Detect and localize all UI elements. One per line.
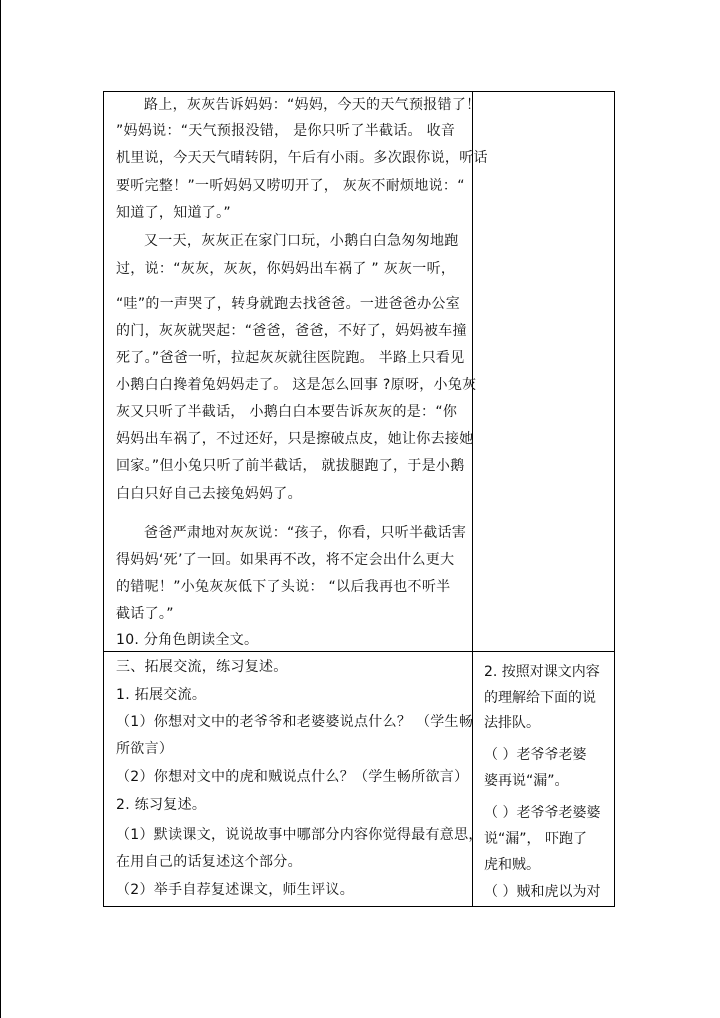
activity-line: 的理解给下面的说 xyxy=(484,690,596,706)
activity-line: 说“漏”， 吓跑了 xyxy=(484,831,587,847)
story-line: 灰又只听了半截话， 小鹅白白本要告诉灰灰的是：“你 xyxy=(116,404,458,420)
section-item-2: 2. 练习复述。 xyxy=(116,797,207,813)
story-line: 路上，灰灰告诉妈妈：“妈妈，今天的天气预报错了！ xyxy=(144,97,481,113)
page-left-edge xyxy=(0,0,1,1018)
story-line: 白白只好自己去接兔妈妈了。 xyxy=(116,486,302,502)
story-line: 机里说，今天天气晴转阴，午后有小雨。多次跟你说，听话 xyxy=(116,150,488,166)
section-heading: 三、拓展交流，练习复述。 xyxy=(116,659,288,675)
activity-line: 法排队。 xyxy=(484,715,540,731)
table-border-bottom xyxy=(103,906,615,907)
activity-line: 2. 按照对课文内容 xyxy=(484,664,600,680)
story-line: 过，说：“灰灰，灰灰，你妈妈出车祸了 ” 灰灰一听， xyxy=(116,261,456,277)
question-2: （2）你想对文中的虎和贼说点什么？（学生畅所欲言） xyxy=(116,769,469,785)
activity-line: 虎和贼。 xyxy=(484,857,540,873)
table-border-right xyxy=(614,91,615,907)
story-line: 得妈妈‘死’了一回。如果再不改，将不定会出什么更大 xyxy=(116,552,455,568)
question-1-line-2: 所欲言） xyxy=(116,741,174,757)
section-item-1: 1. 拓展交流。 xyxy=(116,687,207,703)
story-line: 妈妈出车祸了，不过还好，只是擦破点皮，她让你去接她 xyxy=(116,431,474,447)
question-1-line-1: （1）你想对文中的老爷爷和老婆婆说点什么？ （学生畅 xyxy=(116,714,474,730)
step-10: 10. 分角色朗读全文。 xyxy=(116,632,259,648)
table-border-top xyxy=(103,91,615,92)
row-divider xyxy=(103,651,615,652)
story-line: 回家。”但小兔只听了前半截话， 就拔腿跑了，于是小鹅 xyxy=(116,458,465,474)
story-line: 要听完整！”一听妈妈又唠叨开了， 灰灰不耐烦地说：“ xyxy=(116,178,465,194)
story-line: 死了。”爸爸一听，拉起灰灰就往医院跑。 半路上只看见 xyxy=(116,350,465,366)
story-line: ”妈妈说：“天气预报没错， 是你只听了半截话。 收音 xyxy=(116,123,456,139)
retell-2: （2）举手自荐复述课文，师生评议。 xyxy=(116,882,355,898)
story-line: 的错呢！”小兔灰灰低下了头说： “以后我再也不听半 xyxy=(116,579,451,595)
activity-line: （ ）老爷爷老婆婆 xyxy=(484,805,601,821)
activity-line: （ ）老爷爷老婆 xyxy=(484,747,587,763)
story-line: 知道了，知道了。” xyxy=(116,205,231,221)
activity-line: 婆再说“漏”。 xyxy=(484,773,569,789)
story-line: 小鹅白白搀着兔妈妈走了。 这是怎么回事 ?原呀，小兔灰 xyxy=(116,377,477,393)
table-border-left xyxy=(103,91,104,907)
column-divider xyxy=(472,91,473,907)
story-line: “哇”的一声哭了，转身就跑去找爸爸。一进爸爸办公室 xyxy=(116,296,461,312)
retell-1-line-1: （1）默读课文，说说故事中哪部分内容你觉得最有意思， xyxy=(116,827,483,843)
story-line: 爸爸严肃地对灰灰说：“孩子，你看，只听半截话害 xyxy=(144,525,467,541)
story-line: 的门，灰灰就哭起：“爸爸，爸爸，不好了，妈妈被车撞 xyxy=(116,323,467,339)
story-line: 截话了。” xyxy=(116,606,174,622)
retell-1-line-2: 在用自己的话复述这个部分。 xyxy=(116,854,302,870)
story-line: 又一天，灰灰正在家门口玩，小鹅白白急匆匆地跑 xyxy=(144,233,459,249)
activity-line: （ ）贼和虎以为对 xyxy=(484,884,601,900)
